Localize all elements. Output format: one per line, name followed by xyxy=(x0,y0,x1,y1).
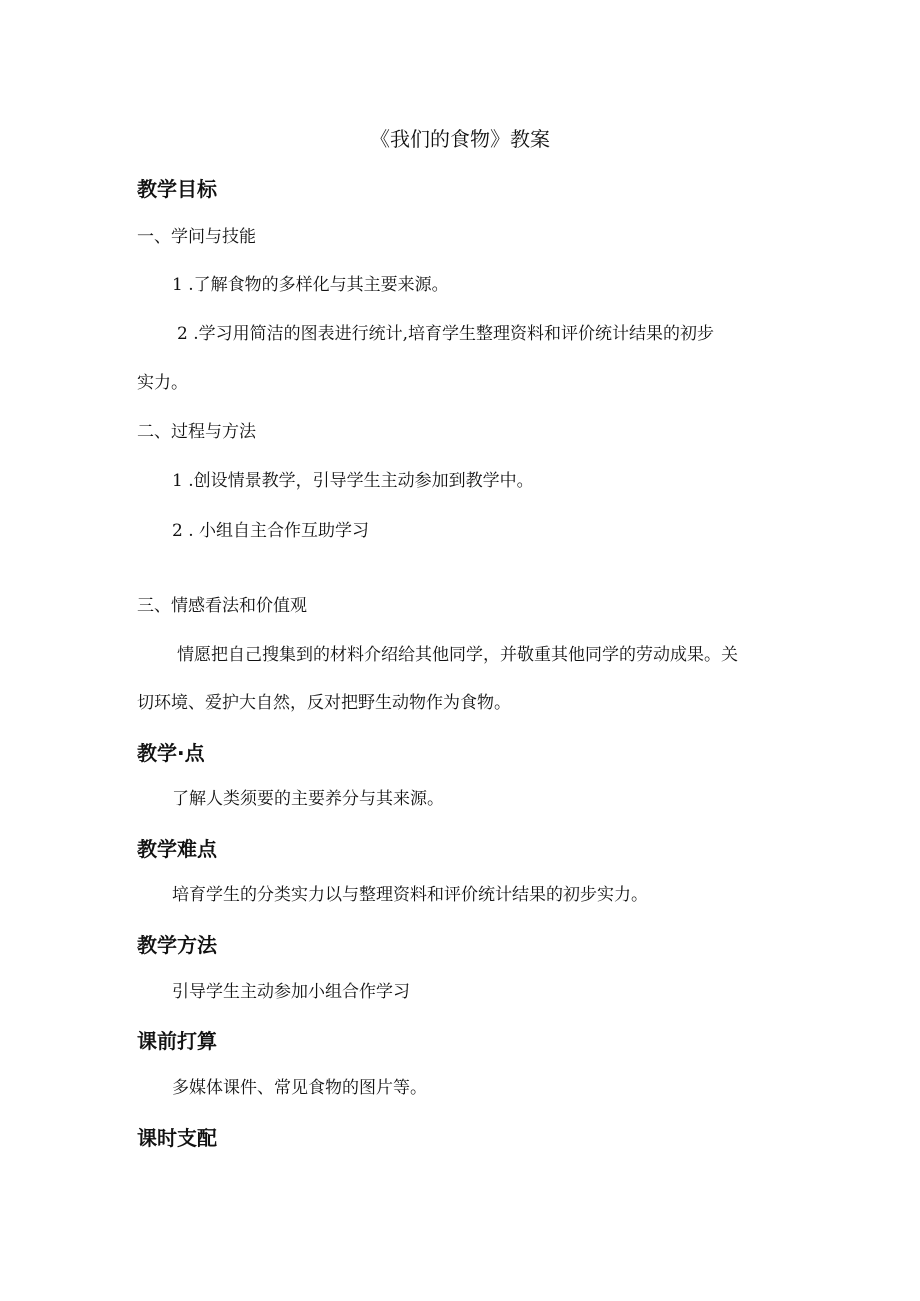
heading-class-schedule: 课时支配 xyxy=(137,1126,217,1150)
knowledge-item-1: 1 .了解食物的多样化与其主要来源。 xyxy=(172,275,449,295)
process-item-2: 2 . 小组自主合作互助学习 xyxy=(172,521,370,541)
heading-teaching-method: 教学方法 xyxy=(137,933,217,957)
heading-difficulty: 教学难点 xyxy=(137,837,217,861)
emotion-paragraph-line-1: 情愿把自己搜集到的材料介绍给其他同学，并敬重其他同学的劳动成果。关 xyxy=(177,645,738,665)
heading-key-point: 教学·点 xyxy=(137,741,205,765)
preparation-text: 多媒体课件、常见食物的图片等。 xyxy=(172,1078,427,1098)
knowledge-item-2-line-1: 2 .学习用简洁的图表进行统计,培育学生整理资料和评价统计结果的初步 xyxy=(177,324,715,344)
section-emotion-values-heading: 三、情感看法和价值观 xyxy=(137,596,307,616)
process-item-1: 1 .创设情景教学，引导学生主动参加到教学中。 xyxy=(172,471,534,491)
key-point-text: 了解人类须要的主要养分与其来源。 xyxy=(172,789,444,809)
teaching-method-text: 引导学生主动参加小组合作学习 xyxy=(172,982,410,1002)
knowledge-item-2-line-2: 实力。 xyxy=(137,373,188,393)
heading-preparation: 课前打算 xyxy=(137,1029,217,1053)
difficulty-text: 培育学生的分类实力以与整理资料和评价统计结果的初步实力。 xyxy=(172,885,648,905)
emotion-paragraph-line-2: 切环境、爱护大自然，反对把野生动物作为食物。 xyxy=(137,693,511,713)
section-process-method-heading: 二、过程与方法 xyxy=(137,422,256,442)
document-title: 《我们的食物》教案 xyxy=(370,127,550,151)
heading-teaching-objectives: 教学目标 xyxy=(137,177,217,201)
section-knowledge-skills-heading: 一、学问与技能 xyxy=(137,227,256,247)
